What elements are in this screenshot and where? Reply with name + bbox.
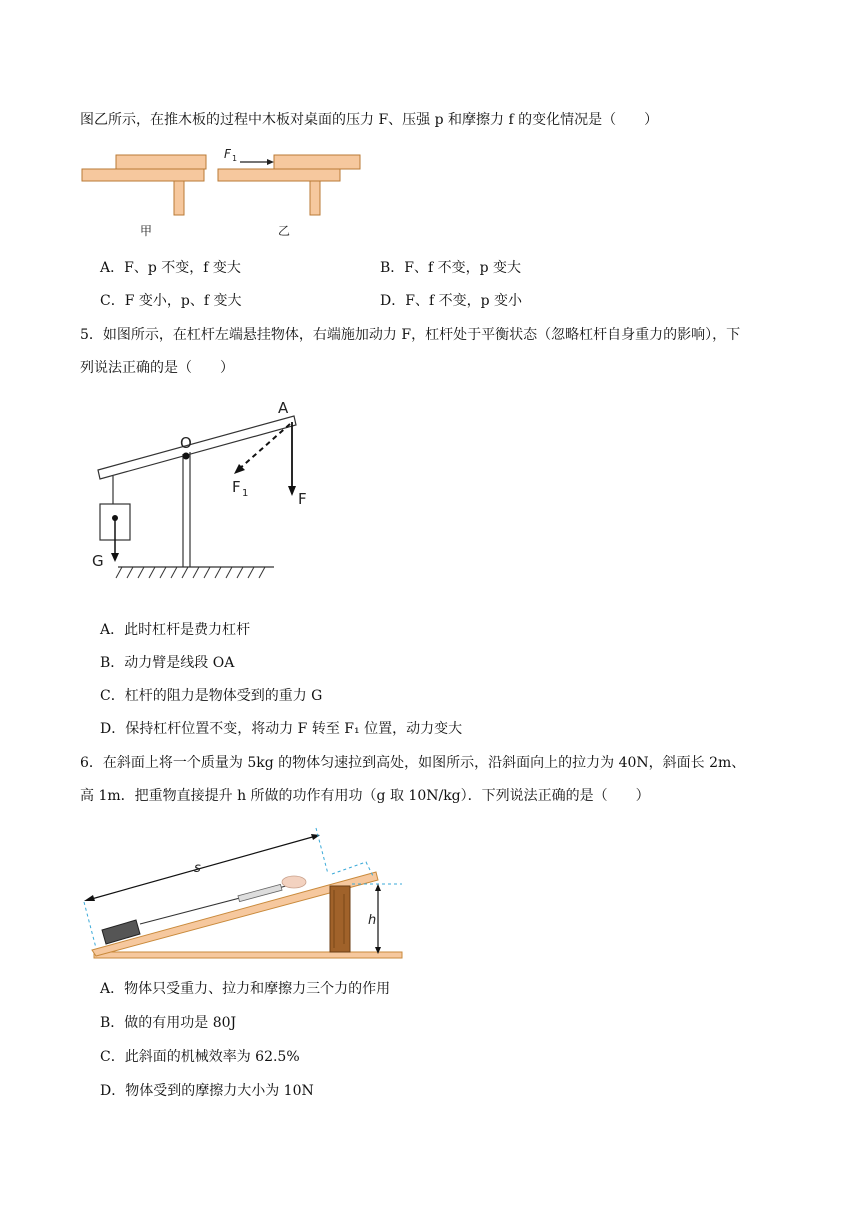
label-jia: 甲: [140, 224, 153, 238]
q6-option-c: C．此斜面的机械效率为 62.5%: [100, 1049, 300, 1065]
board-jia: [116, 155, 206, 169]
q5-option-b: B．动力臂是线段 OA: [100, 655, 235, 671]
q6-line2: 高 1m．把重物直接提升 h 所做的功作有用功（g 取 10N/kg）．下列说法正确的是（ ）: [80, 788, 650, 804]
force-f1-arrow-icon: [234, 464, 245, 474]
force-f-arrow-icon: [288, 486, 296, 496]
q5-option-a: A．此时杠杆是费力杠杆: [100, 622, 251, 638]
q4-option-d: D．F、f 不变，p 变小: [380, 293, 522, 309]
table-top-jia: [82, 169, 204, 181]
q6-incline-figure: [78, 824, 408, 964]
label-f1-sub: 1: [242, 488, 249, 499]
pivot-point: [183, 453, 190, 460]
q5-lever-figure: [88, 392, 307, 587]
label-yi: 乙: [278, 224, 291, 238]
q4-option-c: C．F 变小，p、f 变大: [100, 293, 242, 309]
s-arrow-left-icon: [84, 895, 95, 901]
label-a: A: [278, 399, 289, 417]
q6-option-a: A．物体只受重力、拉力和摩擦力三个力的作用: [100, 981, 391, 997]
table-leg-jia: [174, 181, 184, 215]
arrow-head-icon: [267, 159, 274, 165]
table-leg-yi: [310, 181, 320, 215]
s-arrow-right-icon: [311, 834, 320, 840]
q4-option-a: A．F、p 不变，f 变大: [100, 260, 241, 276]
q4-intro: 图乙所示，在推木板的过程中木板对桌面的压力 F、压强 p 和摩擦力 f 的变化情况是（ ）: [80, 112, 659, 128]
support-block: [330, 886, 350, 952]
label-g: G: [92, 552, 104, 570]
label-f1: F: [232, 478, 241, 496]
q5-line1: 5．如图所示，在杠杆左端悬挂物体，右端施加动力 F，杠杆处于平衡状态（忽略杠杆自身重力的影响），下: [80, 327, 741, 343]
q4-option-b: B．F、f 不变，p 变大: [380, 260, 522, 276]
q5-line2: 列说法正确的是（ ）: [80, 360, 234, 376]
q6-option-d: D．物体受到的摩擦力大小为 10N: [100, 1083, 314, 1099]
q5-option-c: C．杠杆的阻力是物体受到的重力 G: [100, 688, 323, 704]
force-sub: 1: [232, 154, 238, 163]
gravity-arrow-icon: [111, 553, 119, 562]
q6-option-b: B．做的有用功是 80J: [100, 1015, 237, 1031]
q4-figure: [78, 145, 368, 245]
label-s: s: [194, 861, 201, 876]
base-board: [94, 952, 402, 958]
h-arrow-up-icon: [375, 884, 381, 891]
label-f: F: [298, 490, 307, 508]
force-label: F: [224, 147, 231, 161]
lever-bar: [98, 416, 296, 479]
table-top-yi: [218, 169, 340, 181]
q6-line1: 6．在斜面上将一个质量为 5kg 的物体匀速拉到高处，如图所示，沿斜面向上的拉力为 40N，斜面长 2m、: [80, 755, 746, 771]
hand-icon: [282, 876, 306, 888]
board-yi: [274, 155, 360, 169]
label-h: h: [368, 913, 377, 928]
spring-scale: [238, 884, 282, 901]
label-o: O: [180, 434, 192, 452]
q5-option-d: D．保持杠杆位置不变，将动力 F 转至 F₁ 位置，动力变大: [100, 721, 463, 737]
